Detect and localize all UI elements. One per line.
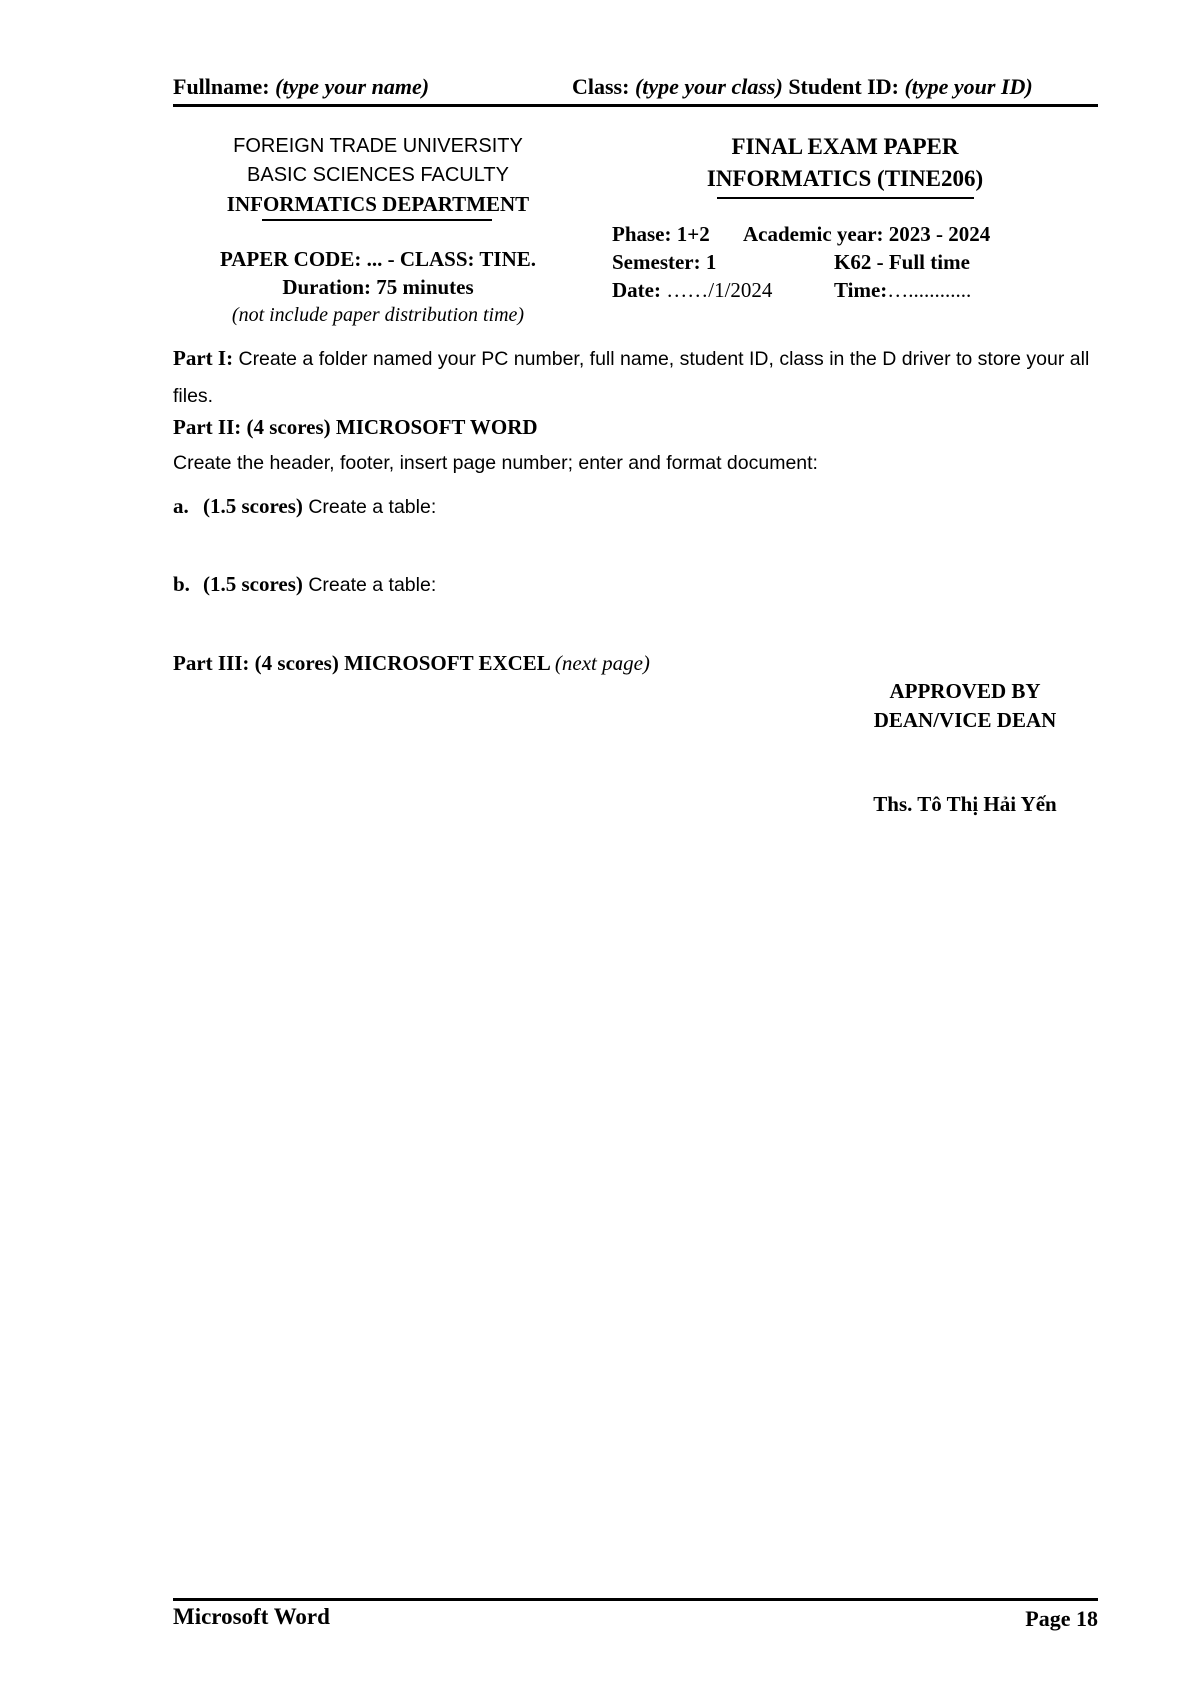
paper-code: PAPER CODE: ... - CLASS: TINE. — [219, 247, 536, 271]
item-b-label: b. — [173, 572, 190, 596]
institution-underline — [262, 219, 492, 221]
time-value[interactable]: …............ — [887, 278, 972, 302]
exam-title-line1: FINAL EXAM PAPER — [731, 134, 959, 159]
item-a-text: Create a table: — [302, 496, 437, 518]
duration-note: (not include paper distribution time) — [231, 304, 525, 326]
part1 — [173, 340, 1103, 415]
approver-role: DEAN/VICE DEAN — [873, 708, 1057, 732]
exam-title — [665, 131, 1025, 195]
page-number: Page 18 — [1025, 1606, 1098, 1631]
faculty-name: BASIC SCIENCES FACULTY — [247, 164, 509, 186]
footer-title: Microsoft Word — [173, 1604, 330, 1629]
approved-by: APPROVED BY — [889, 679, 1041, 703]
student-id-label: Student ID: — [788, 74, 899, 99]
semester: Semester: 1 — [612, 250, 717, 274]
part3 — [173, 651, 650, 676]
item-b-text: Create a table: — [302, 574, 437, 596]
fullname-value[interactable]: (type your name) — [275, 74, 430, 99]
duration: Duration: 75 minutes — [282, 275, 474, 299]
class-label: Class: — [572, 74, 630, 99]
footer-divider — [173, 1598, 1098, 1601]
part2-heading: Part II: (4 scores) MICROSOFT WORD — [173, 415, 538, 439]
part1-text: Create a folder named your PC number, full name, student ID, class in the D driver to store your all files. — [173, 348, 1090, 407]
time-label: Time: — [834, 278, 888, 302]
header-divider — [173, 104, 1098, 107]
item-a — [173, 494, 436, 519]
signer-name: Ths. Tô Thị Hải Yến — [873, 792, 1057, 816]
item-b-score: (1.5 scores) — [203, 572, 303, 596]
department-name: INFORMATICS DEPARTMENT — [226, 192, 530, 216]
program: K62 - Full time — [834, 250, 970, 274]
class-value[interactable]: (type your class) — [634, 74, 783, 99]
date-field — [612, 278, 772, 302]
phase: Phase: 1+2 — [612, 222, 710, 246]
institution-block — [173, 132, 583, 219]
date-label: Date: — [612, 278, 667, 302]
date-value[interactable]: ……/1/2024 — [666, 278, 773, 302]
approval-block — [840, 677, 1090, 735]
fullname-label: Fullname: — [173, 74, 270, 99]
academic-year: Academic year: 2023 - 2024 — [743, 222, 991, 246]
item-a-score: (1.5 scores) — [203, 494, 303, 518]
title-underline — [717, 197, 974, 199]
item-a-label: a. — [173, 494, 189, 518]
item-b — [173, 572, 436, 597]
part3-note: (next page) — [554, 651, 650, 675]
exam-meta — [612, 220, 991, 304]
part2-intro: Create the header, footer, insert page number; enter and format document: — [173, 452, 818, 474]
university-name: FOREIGN TRADE UNIVERSITY — [233, 135, 523, 157]
page-header — [173, 74, 1098, 104]
part3-heading: Part III: (4 scores) MICROSOFT EXCEL — [173, 651, 550, 675]
time-field — [834, 276, 971, 304]
paper-info — [173, 245, 583, 329]
exam-title-line2: INFORMATICS (TINE206) — [706, 166, 984, 191]
student-id-value[interactable]: (type your ID) — [904, 74, 1033, 99]
part1-label: Part I: — [173, 346, 234, 370]
